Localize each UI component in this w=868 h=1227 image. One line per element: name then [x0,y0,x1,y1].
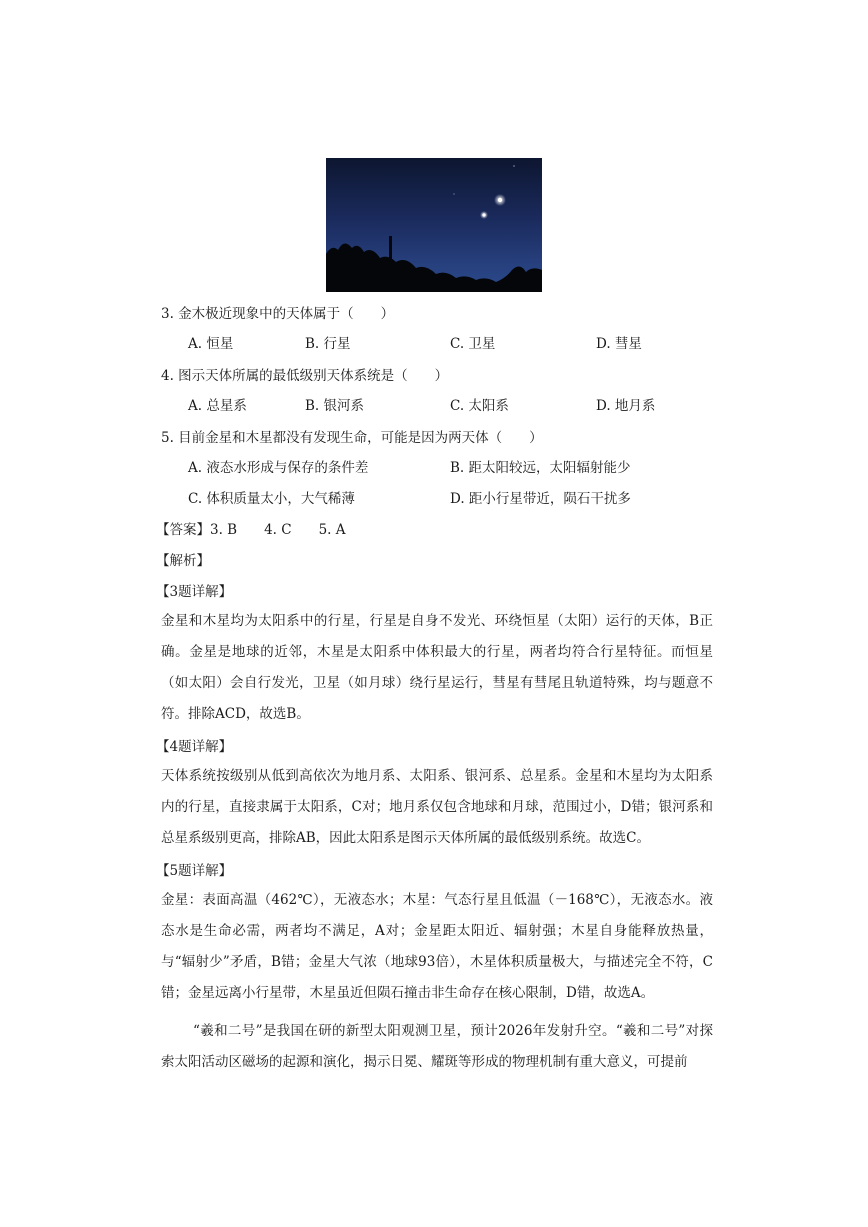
q4-option-d: D. 地月系 [596,398,656,414]
q3-option-a: A. 恒星 [188,336,234,352]
venus-dot [498,198,502,202]
question-5-stem: 5. 目前金星和木星都没有发现生命，可能是因为两天体（ ） [161,430,543,446]
analysis-heading: 【解析】 [156,553,210,569]
detail-3-heading: 【3题详解】 [156,584,233,600]
answer-line: 【答案】3. B 4. C 5. A [156,522,346,538]
detail-4-heading: 【4题详解】 [156,739,233,755]
q5-option-a: A. 液态水形成与保存的条件差 [188,460,369,476]
detail-5-text: 金星：表面高温（462℃），无液态水；木星：气态行星且低温（－168℃），无液态水。液态水是生命必需，两者均不满足，A对；金星距太阳近、辐射强；木星自身能释放热量，与“辐射少”矛盾，B错；金星大气浓（地球93倍），木星体积质量极大，与描述完全不符，C错；金星远离小行星带，木星虽近但陨石撞击非生命存在核心限制，D错，故选A。 [161,892,713,1001]
q4-option-a: A. 总星系 [188,398,247,414]
q4-option-c: C. 太阳系 [450,398,509,414]
night-sky-illustration [326,158,542,292]
q5-option-d: D. 距小行星带近，陨石干扰多 [450,491,631,507]
detail-5-heading: 【5题详解】 [156,863,233,879]
q5-option-b: B. 距太阳较远，太阳辐射能少 [450,460,631,476]
night-sky-photo [326,158,542,292]
q3-option-c: C. 卫星 [450,336,496,352]
q4-option-b: B. 银河系 [305,398,365,414]
detail-3-text: 金星和木星均为太阳系中的行星，行星是自身不发光、环绕恒星（太阳）运行的天体，B正确。金星是地球的近邻，木星是太阳系中体积最大的行星，两者均符合行星特征。而恒星（如太阳）会自行发光，卫星（如月球）绕行星运行，彗星有彗尾且轨道特殊，均与题意不符。排除ACD，故选B。 [161,613,713,722]
intro-paragraph: “羲和二号”是我国在研的新型太阳观测卫星，预计2026年发射升空。“羲和二号”对探索太阳活动区磁场的起源和演化，揭示日冕、耀斑等形成的物理机制有重大意义，可提前 [161,1023,713,1070]
q3-option-d: D. 彗星 [596,336,642,352]
q5-option-c: C. 体积质量太小，大气稀薄 [188,491,355,507]
q3-option-b: B. 行星 [305,336,351,352]
question-4-stem: 4. 图示天体所属的最低级别天体系统是（ ） [161,368,449,384]
question-3-stem: 3. 金木极近现象中的天体属于（ ） [161,306,395,322]
jupiter-dot [482,213,485,216]
tree-silhouette [326,243,542,292]
detail-4-text: 天体系统按级别从低到高依次为地月系、太阳系、银河系、总星系。金星和木星均为太阳系内的行星，直接隶属于太阳系，C对；地月系仅包含地球和月球，范围过小，D错；银河系和总星系级别更高，排除AB，因此太阳系是图示天体所属的最低级别系统。故选C。 [161,768,713,846]
